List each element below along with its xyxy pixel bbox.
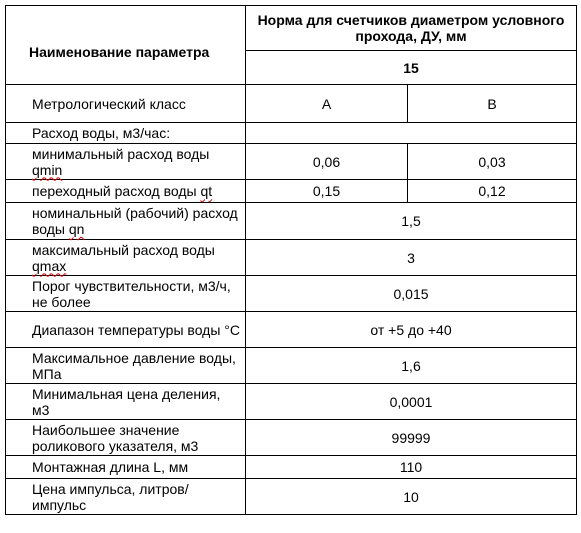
parameter-symbol: qmax xyxy=(32,257,67,274)
class-b-value: 0,03 xyxy=(408,144,577,180)
parameter-value: 99999 xyxy=(246,420,577,456)
parameter-label xyxy=(9,422,241,454)
parameter-label xyxy=(9,183,212,199)
table-row xyxy=(6,479,577,515)
parameter-label-text: максимальный расход воды xyxy=(32,241,215,258)
flow-group-row xyxy=(6,123,577,144)
parameters-table xyxy=(5,5,577,515)
table-row xyxy=(6,420,577,456)
parameter-label-text: Наибольшее значение роликового указателя, м3 xyxy=(32,421,199,454)
parameter-label xyxy=(9,322,240,338)
parameter-label-text: Диапазон температуры воды °С xyxy=(32,321,241,338)
parameter-label-text: Порог чувствительности, м3/ч, не более xyxy=(32,277,231,310)
parameter-value: от +5 до +40 xyxy=(246,312,577,348)
diameter-value: 15 xyxy=(246,51,577,85)
parameter-value: 0,0001 xyxy=(246,384,577,420)
flow-group-label: Расход воды, м3/час: xyxy=(32,125,171,141)
parameter-value: 1,5 xyxy=(246,203,577,240)
table-row xyxy=(6,456,577,479)
table-row xyxy=(6,312,577,348)
parameter-label xyxy=(9,350,241,382)
parameter-value: 10 xyxy=(246,479,577,515)
table-row xyxy=(6,180,577,203)
table-row xyxy=(6,384,577,420)
parameter-label xyxy=(9,481,241,513)
parameter-value: 0,015 xyxy=(246,276,577,312)
parameter-symbol: qn xyxy=(68,221,85,237)
param-column-header: Наименование параметра xyxy=(6,6,246,85)
parameter-label xyxy=(9,242,241,274)
class-a-value: 0,06 xyxy=(246,144,408,180)
class-b-value: В xyxy=(408,85,577,123)
parameter-label xyxy=(9,459,188,475)
parameter-value: 110 xyxy=(246,456,577,479)
metrology-row xyxy=(6,85,577,123)
parameter-symbol: qmin xyxy=(32,161,63,178)
parameter-label-text: Монтажная длина L, мм xyxy=(32,459,189,475)
class-b-value: 0,12 xyxy=(408,180,577,203)
table-row xyxy=(6,203,577,240)
table-row xyxy=(6,276,577,312)
parameter-label-text: минимальный расход воды xyxy=(32,145,210,162)
header-row xyxy=(6,6,577,51)
parameter-label xyxy=(9,278,241,310)
norm-column-header: Норма для счетчиков диаметром условного прохода, ДУ, мм xyxy=(246,6,577,51)
parameter-label-text: Максимальное давление воды, МПа xyxy=(32,349,236,382)
class-a-value: А xyxy=(246,85,408,123)
parameter-label xyxy=(9,386,241,418)
parameter-label xyxy=(9,205,241,237)
table-row xyxy=(6,348,577,384)
metrology-label: Метрологический класс xyxy=(32,95,186,112)
table-row xyxy=(6,144,577,180)
table-row xyxy=(6,240,577,276)
parameter-label xyxy=(9,146,241,178)
parameter-symbol: qt xyxy=(200,183,213,199)
parameter-label-text: Цена импульса, литров/импульс xyxy=(32,480,189,513)
class-a-value: 0,15 xyxy=(246,180,408,203)
parameter-value: 3 xyxy=(246,240,577,276)
parameter-label-text: Минимальная цена деления, м3 xyxy=(32,385,221,418)
parameter-label-text: переходный расход воды xyxy=(32,183,201,199)
parameter-value: 1,6 xyxy=(246,348,577,384)
parameter-label-text: номинальный (рабочий) расход воды xyxy=(32,205,238,237)
